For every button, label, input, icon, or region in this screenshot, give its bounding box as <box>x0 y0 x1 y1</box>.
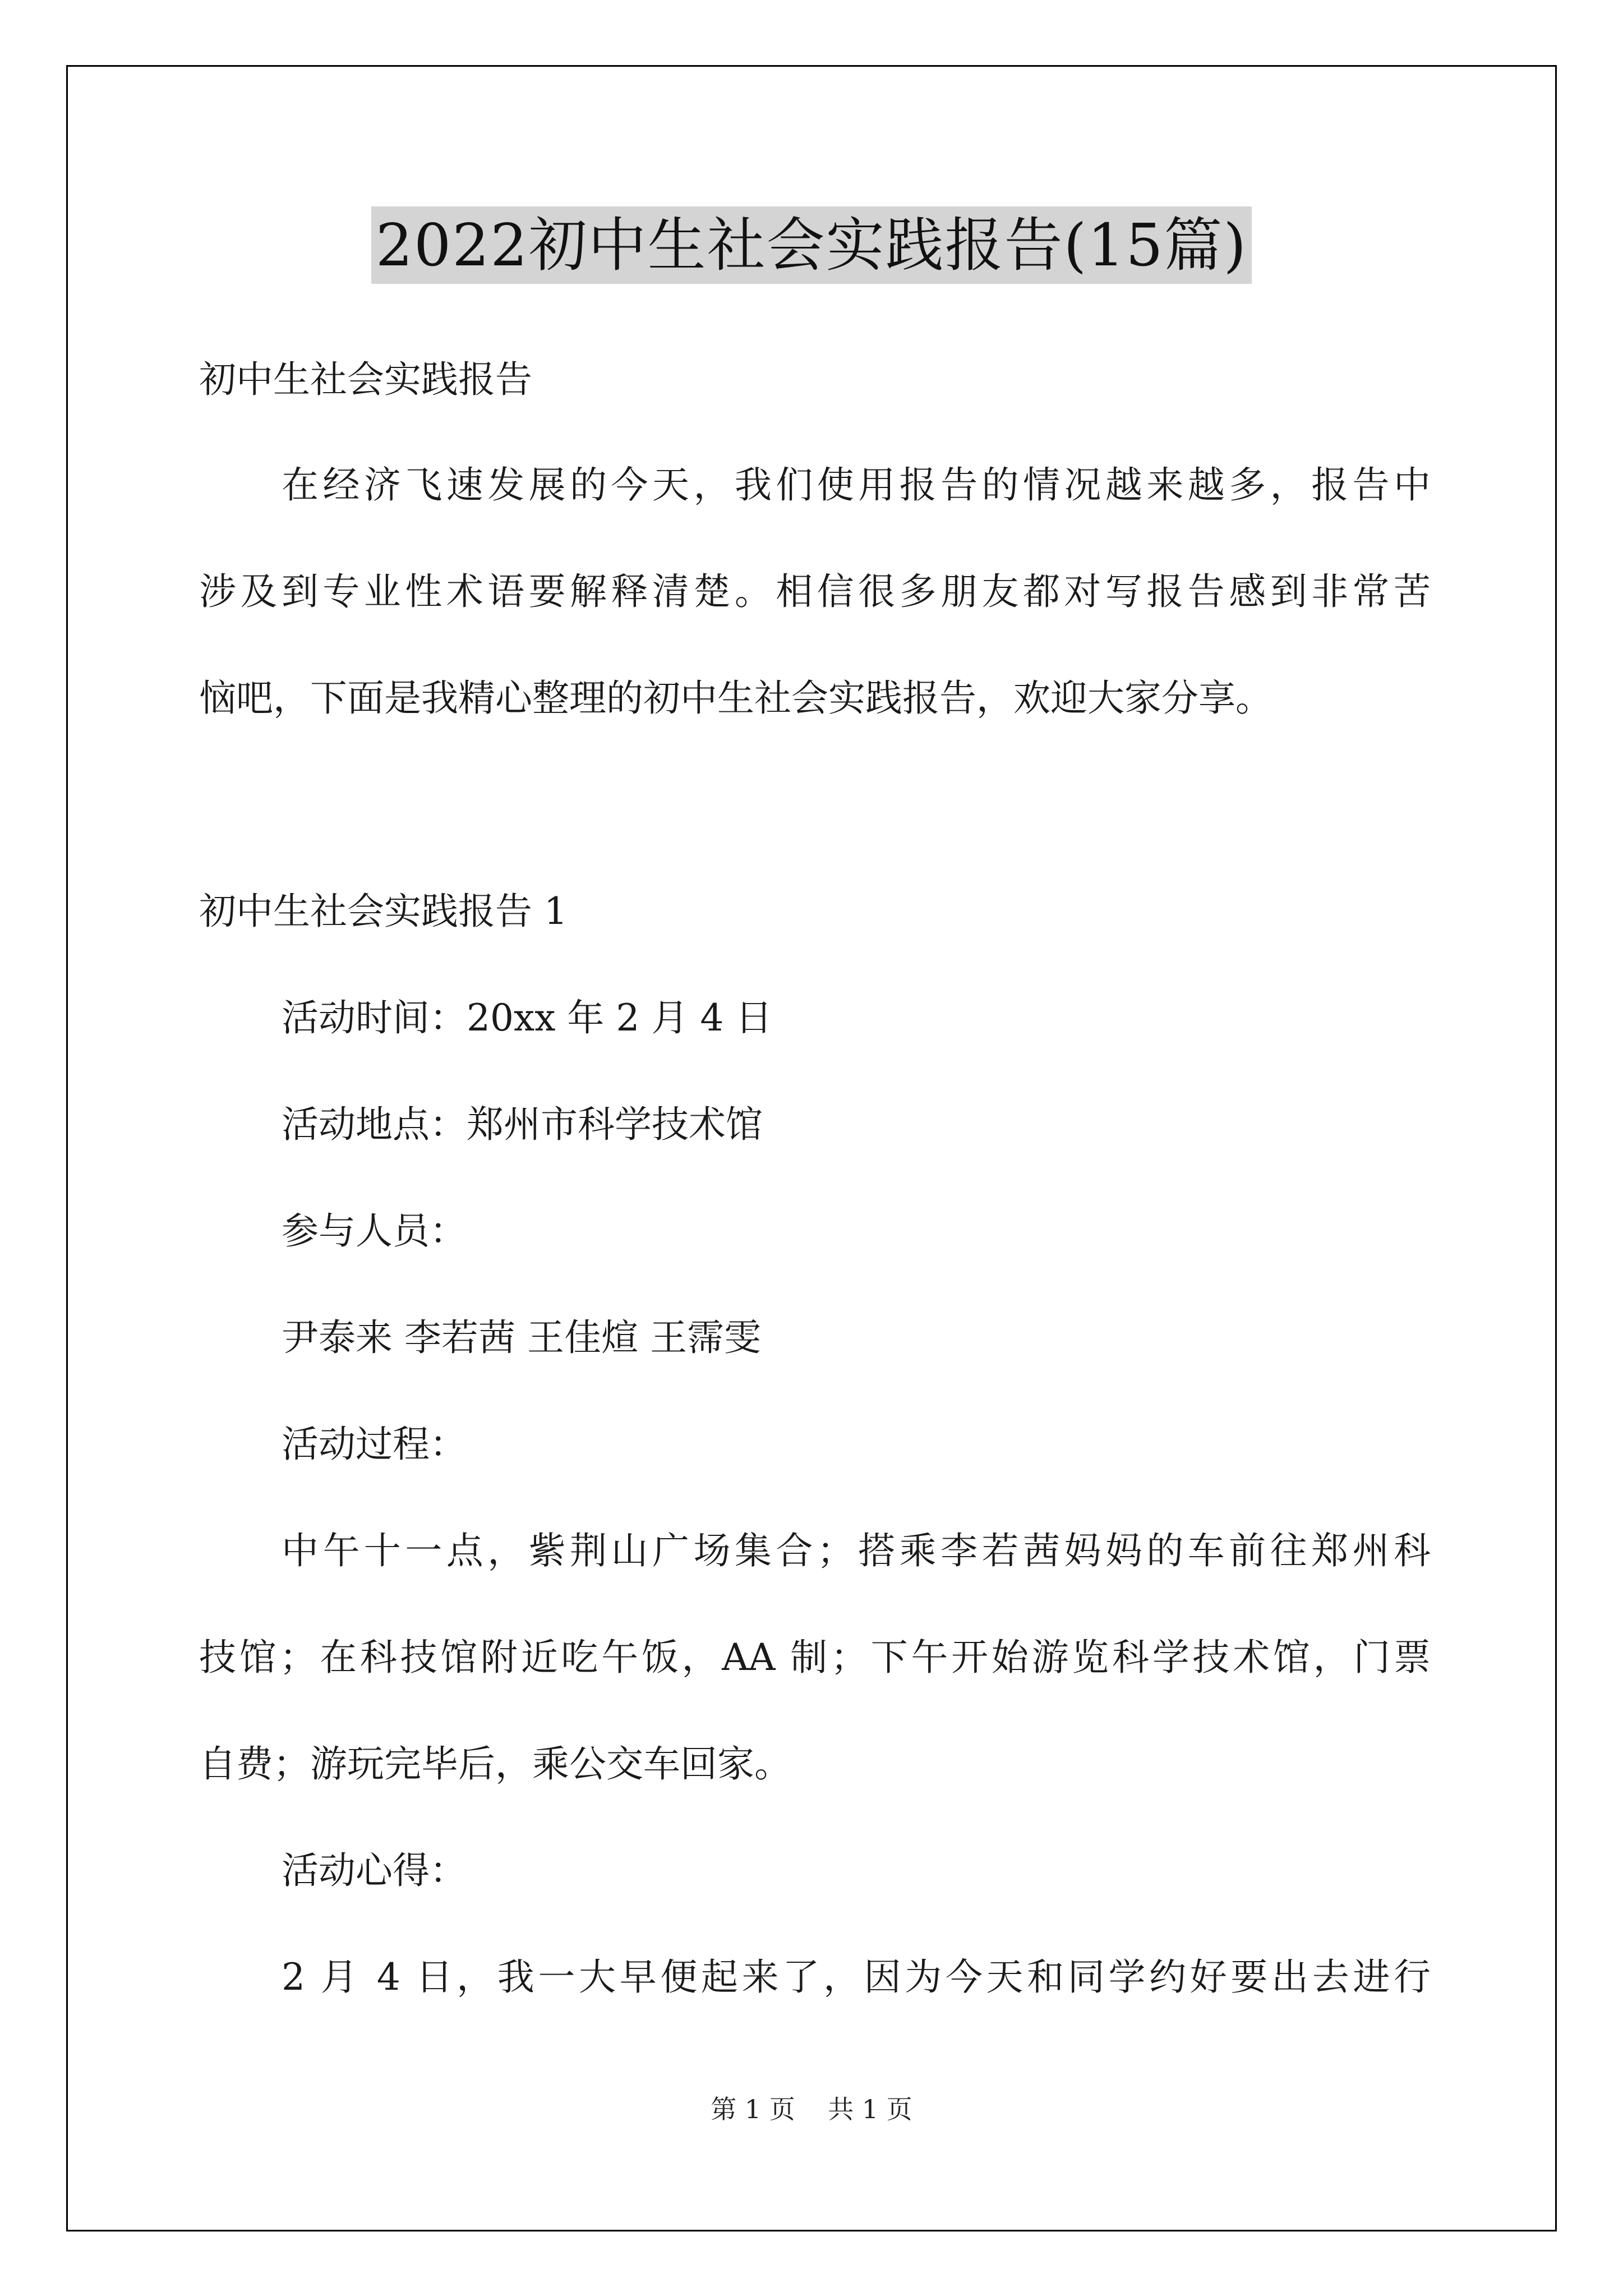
intro-line-3: 恼吧，下面是我精心整理的初中生社会实践报告，欢迎大家分享。 <box>199 677 1272 720</box>
document-title: 2022初中生社会实践报告(15篇) <box>371 206 1252 284</box>
page-footer: 第 1 页 共 1 页 <box>711 2094 912 2124</box>
activity-place: 活动地点：郑州市科学技术馆 <box>282 1103 763 1146</box>
title-container <box>0 206 1623 284</box>
process-label: 活动过程： <box>282 1423 467 1466</box>
process-line-3: 自费；游玩完毕后，乘公交车回家。 <box>199 1742 791 1786</box>
activity-time: 活动时间：20xx 年 2 月 4 日 <box>282 996 773 1039</box>
section-heading: 初中生社会实践报告 1 <box>199 890 568 933</box>
participants-label: 参与人员： <box>282 1209 467 1253</box>
participants-list: 尹泰来 李若茜 王佳煊 王霈雯 <box>282 1316 761 1359</box>
intro-line-1: 在经济飞速发展的今天，我们使用报告的情况越来越多，报告中 <box>282 463 1431 507</box>
experience-label: 活动心得： <box>282 1849 467 1892</box>
intro-heading: 初中生社会实践报告 <box>199 358 532 401</box>
intro-line-2: 涉及到专业性术语要解释清楚。相信很多朋友都对写报告感到非常苦 <box>199 570 1431 613</box>
experience-line-1: 2 月 4 日，我一大早便起来了，因为今天和同学约好要出去进行 <box>282 1955 1431 1999</box>
process-line-2: 技馆；在科技馆附近吃午饭，AA 制；下午开始游览科学技术馆，门票 <box>199 1636 1431 1679</box>
process-line-1: 中午十一点，紫荆山广场集合；搭乘李若茜妈妈的车前往郑州科 <box>282 1529 1431 1572</box>
